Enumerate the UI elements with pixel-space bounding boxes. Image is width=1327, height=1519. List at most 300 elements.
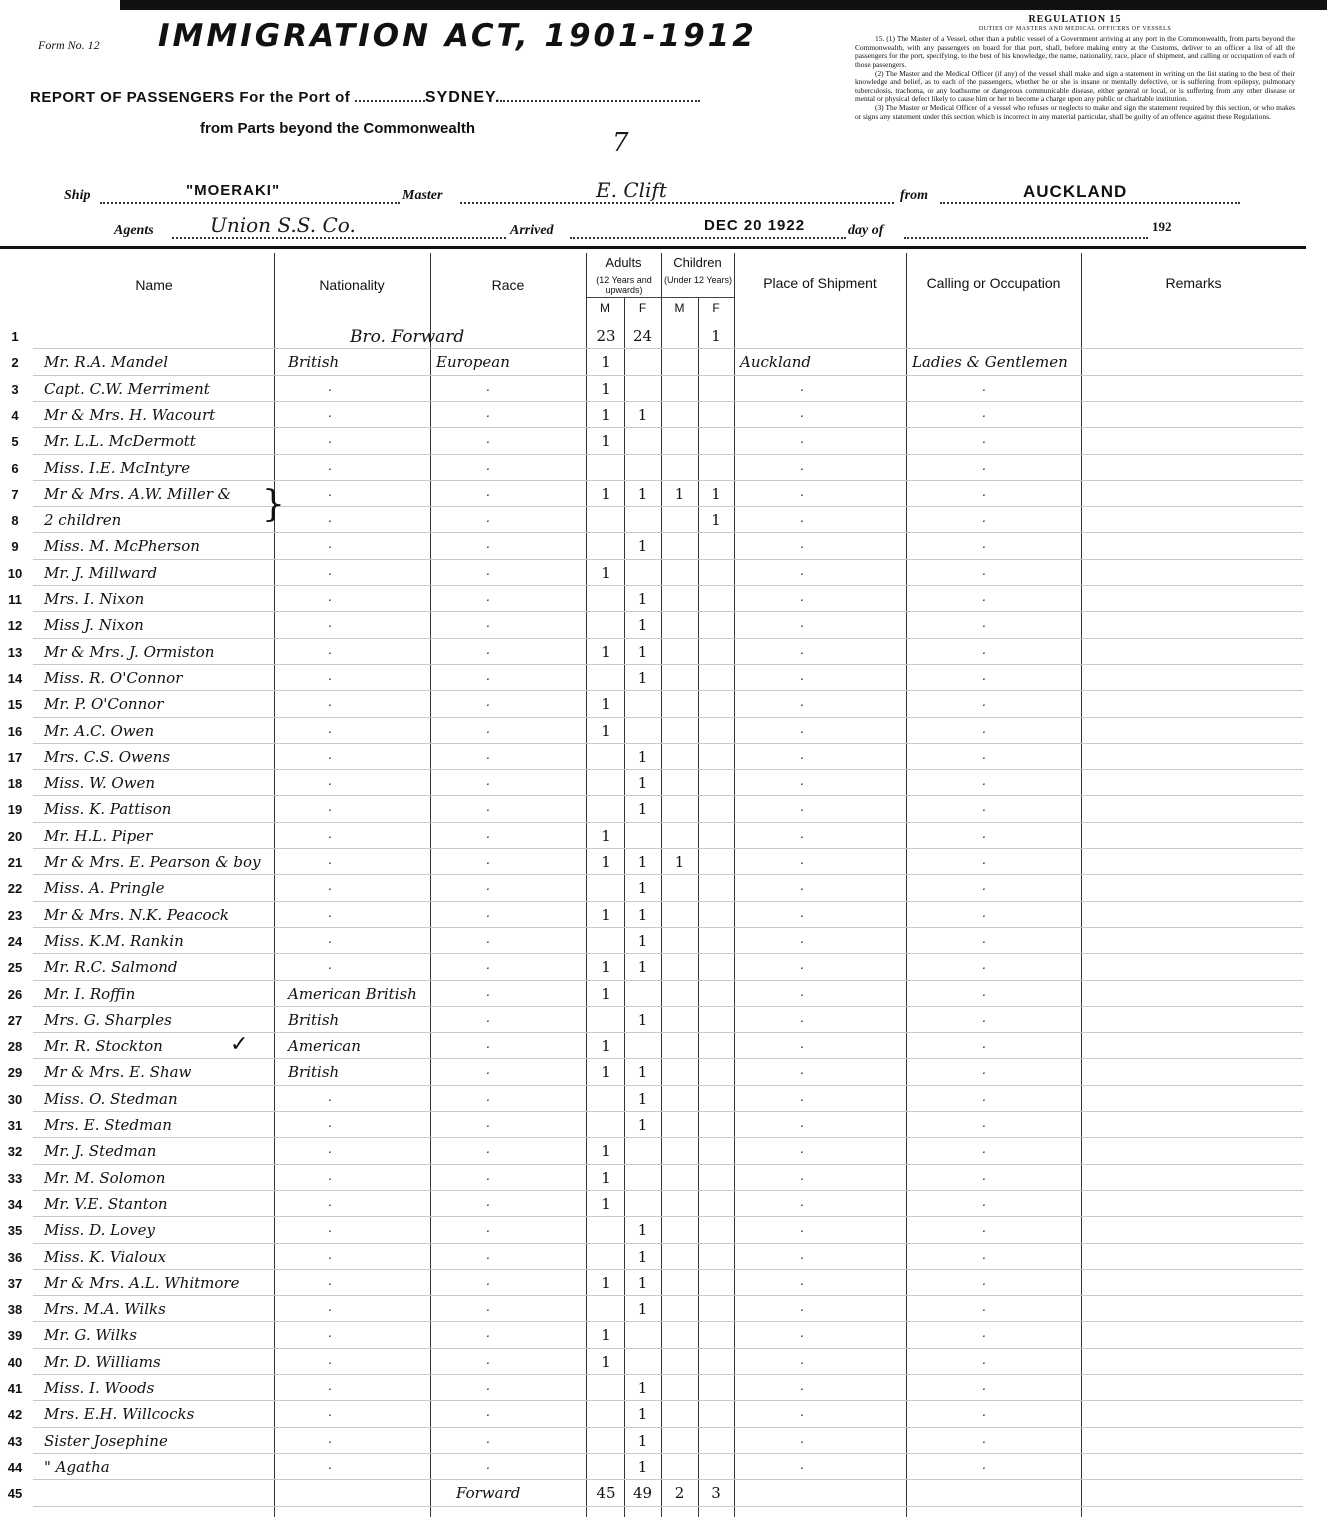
row-rule xyxy=(33,1269,1303,1270)
col-rule xyxy=(906,253,907,1517)
adults-male-cell: 23 xyxy=(596,327,616,345)
passenger-name: Mr. A.C. Owen xyxy=(44,721,155,740)
nationality-cell: . xyxy=(328,458,332,473)
row-number: 26 xyxy=(7,986,23,1002)
race-cell: . xyxy=(486,1142,490,1157)
place-of-shipment-cell: . xyxy=(800,1116,804,1130)
row-number: 35 xyxy=(7,1223,23,1239)
race-cell: . xyxy=(486,721,490,736)
row-number: 1 xyxy=(11,329,19,344)
calling-cell: . xyxy=(982,1063,986,1078)
passenger-name: Mr & Mrs. A.W. Miller & xyxy=(44,484,232,503)
port-value: SYDNEY. xyxy=(424,89,501,106)
adults-female-cell: 1 xyxy=(637,1063,648,1082)
header-adults-f: F xyxy=(638,301,647,315)
calling-cell: . xyxy=(982,721,986,736)
row-number: 25 xyxy=(7,960,23,976)
calling-cell: . xyxy=(982,853,986,867)
passenger-name: 2 children xyxy=(44,511,122,530)
col-rule xyxy=(430,253,431,1517)
place-of-shipment-cell: . xyxy=(800,642,804,657)
race-cell: . xyxy=(486,931,490,946)
adults-female-cell: 1 xyxy=(637,1010,648,1029)
form-number: Form No. 12 xyxy=(38,38,100,52)
ship-label: Ship xyxy=(64,188,91,203)
top-border-bar xyxy=(120,0,1327,10)
passenger-name: Miss. R. O'Connor xyxy=(44,668,183,687)
place-of-shipment-cell: . xyxy=(800,1142,804,1157)
nationality-cell: . xyxy=(328,800,332,815)
row-number: 27 xyxy=(7,1012,23,1028)
row-number: 11 xyxy=(8,592,22,607)
row-rule xyxy=(33,1216,1303,1217)
row-rule xyxy=(33,375,1303,376)
children-female-cell: 1 xyxy=(711,327,721,345)
col-rule xyxy=(586,253,587,1517)
passenger-name: Mr. R.A. Mandel xyxy=(44,353,169,372)
race-cell: . xyxy=(486,905,490,920)
row-rule xyxy=(33,401,1303,402)
passenger-name: Miss J. Nixon xyxy=(44,616,144,635)
place-of-shipment-cell: . xyxy=(800,984,804,999)
row-number: 17 xyxy=(7,749,23,765)
adults-male-cell: 1 xyxy=(601,905,611,924)
master-label: Master xyxy=(402,188,443,203)
passenger-name: Miss. K. Vialoux xyxy=(44,1247,167,1266)
regulation-15-box xyxy=(855,16,1295,121)
place-of-shipment-cell: . xyxy=(800,1431,804,1446)
passenger-name: Mr. G. Wilks xyxy=(44,1326,137,1345)
row-rule xyxy=(33,1085,1303,1086)
adults-female-cell: 1 xyxy=(637,879,648,898)
calling-cell: . xyxy=(982,1142,986,1157)
nationality-cell: . xyxy=(328,879,332,894)
place-of-shipment-cell: . xyxy=(800,1352,804,1367)
nationality-cell: . xyxy=(328,1457,332,1472)
calling-cell: . xyxy=(982,1010,986,1025)
race-cell: . xyxy=(486,458,490,473)
place-of-shipment-cell: . xyxy=(800,616,804,631)
children-male-cell: 2 xyxy=(674,1484,685,1503)
nationality-cell: . xyxy=(328,1405,332,1420)
passenger-name: Mr. V.E. Stanton xyxy=(44,1194,168,1213)
header-children-f: F xyxy=(712,301,720,315)
place-of-shipment-cell: . xyxy=(800,590,804,604)
row-number: 31 xyxy=(7,1118,23,1133)
calling-cell: . xyxy=(982,905,986,920)
race-cell: . xyxy=(486,1168,490,1183)
adults-male-cell: 1 xyxy=(601,1063,611,1082)
arrived-value: DEC 20 1922 xyxy=(704,217,806,234)
adults-female-cell: 1 xyxy=(637,1221,648,1240)
adults-male-cell: 1 xyxy=(601,642,611,661)
race-cell: . xyxy=(486,1457,490,1472)
nationality-cell: American British xyxy=(288,984,417,1003)
race-cell: . xyxy=(486,511,490,526)
row-number: 10 xyxy=(7,565,23,581)
passenger-name: Mr. M. Solomon xyxy=(44,1168,166,1187)
race-cell: . xyxy=(486,1037,490,1052)
children-male-cell: 1 xyxy=(674,484,685,503)
passenger-name: Capt. C.W. Merriment xyxy=(44,379,210,398)
dotted-leader xyxy=(355,88,425,102)
report-line xyxy=(30,88,700,107)
row-rule xyxy=(33,1427,1303,1428)
calling-cell: . xyxy=(982,1168,986,1183)
nationality-cell: . xyxy=(328,1431,332,1446)
adults-female-cell: 24 xyxy=(632,327,653,345)
row-rule xyxy=(33,1506,1303,1507)
row-number: 42 xyxy=(7,1407,23,1423)
nationality-cell: . xyxy=(328,747,332,762)
check-mark: ✓ xyxy=(230,1031,249,1057)
race-cell: Forward xyxy=(456,1484,521,1503)
passenger-name: Mrs. C.S. Owens xyxy=(44,747,171,766)
nationality-cell: . xyxy=(328,590,332,604)
adults-female-cell: 1 xyxy=(637,1247,648,1266)
passenger-name: Mr. J. Millward xyxy=(44,563,158,582)
nationality-cell: . xyxy=(328,1379,332,1393)
calling-cell: . xyxy=(982,511,986,526)
adults-female-cell: 1 xyxy=(637,616,648,635)
adults-male-cell: 1 xyxy=(601,695,611,714)
place-of-shipment-cell: . xyxy=(800,774,804,789)
header-remarks: Remarks xyxy=(1165,275,1222,291)
race-cell: . xyxy=(486,853,490,867)
passenger-name: Mrs. E.H. Willcocks xyxy=(44,1405,195,1424)
adults-male-cell: 1 xyxy=(601,1326,611,1345)
row-rule xyxy=(33,1164,1303,1165)
place-of-shipment-cell: . xyxy=(800,458,804,473)
adults-male-cell: 1 xyxy=(601,853,611,871)
calling-cell: . xyxy=(982,537,986,552)
row-rule xyxy=(33,795,1303,796)
race-cell: . xyxy=(486,537,490,552)
calling-cell: . xyxy=(982,432,986,447)
row-number: 43 xyxy=(7,1433,23,1449)
ship-line xyxy=(64,178,1244,208)
place-of-shipment-cell: . xyxy=(800,484,804,499)
nationality-cell: . xyxy=(328,405,332,420)
row-number: 34 xyxy=(7,1196,23,1212)
row-number: 39 xyxy=(7,1328,23,1344)
calling-cell: . xyxy=(982,458,986,473)
row-rule xyxy=(33,1111,1303,1112)
row-number: 38 xyxy=(7,1302,23,1318)
nationality-cell: Bro. Forward xyxy=(350,327,465,347)
place-of-shipment-cell: . xyxy=(800,1326,804,1341)
race-cell: . xyxy=(486,1010,490,1025)
adults-female-cell: 1 xyxy=(637,668,648,687)
row-number: 23 xyxy=(7,907,23,923)
row-rule xyxy=(33,506,1303,507)
adults-male-cell: 1 xyxy=(601,1194,611,1213)
header-children-sub: (Under 12 Years) xyxy=(663,275,733,285)
calling-cell: . xyxy=(982,984,986,999)
row-number: 20 xyxy=(7,828,23,844)
nationality-cell: . xyxy=(328,1168,332,1183)
calling-cell: . xyxy=(982,1326,986,1341)
nationality-cell: . xyxy=(328,826,332,841)
header-adults-sub: (12 Years and upwards) xyxy=(596,275,652,295)
row-rule xyxy=(33,1058,1303,1059)
adults-male-cell: 1 xyxy=(601,826,611,845)
passenger-name: Mr. H.L. Piper xyxy=(44,826,153,845)
calling-cell: . xyxy=(982,800,986,815)
header-nationality: Nationality xyxy=(319,277,385,293)
children-female-cell: 3 xyxy=(711,1484,721,1503)
place-of-shipment-cell: . xyxy=(800,511,804,526)
race-cell: . xyxy=(486,1063,490,1078)
calling-cell: . xyxy=(982,1116,986,1130)
page-mark: 7 xyxy=(612,128,629,158)
header-adults-m: M xyxy=(600,301,610,315)
race-cell: . xyxy=(486,958,490,973)
passenger-name: Mr & Mrs. E. Shaw xyxy=(44,1063,192,1082)
col-rule xyxy=(734,253,735,1517)
place-of-shipment-cell: . xyxy=(800,721,804,736)
row-number: 19 xyxy=(7,802,23,818)
passenger-name: Mrs. M.A. Wilks xyxy=(44,1300,166,1319)
children-female-cell: 1 xyxy=(711,484,721,503)
calling-cell: . xyxy=(982,747,986,762)
row-rule xyxy=(33,1453,1303,1454)
regulation-para-1: 15. (1) The Master of a Vessel, other than a public vessel of a Government arriving at any port in the Commonwealth, from parts beyond the Commonwealth, with any passengers on board for that port, shall, before making entry at the Customs, deliver to an officer a list of all the passengers for the port, specifying, to the best of his knowledge, the name, nationality, race, place of shipment, and calling or occupation of each of those passengers. xyxy=(855,34,1295,69)
passenger-name: Mr & Mrs. J. Ormiston xyxy=(44,642,215,661)
race-cell: . xyxy=(486,1326,490,1341)
row-rule xyxy=(33,1295,1303,1296)
race-cell: . xyxy=(486,616,490,631)
nationality-cell: . xyxy=(328,484,332,499)
place-of-shipment-cell: . xyxy=(800,826,804,841)
adults-male-cell: 45 xyxy=(596,1484,616,1503)
row-rule xyxy=(33,874,1303,875)
calling-cell: . xyxy=(982,1273,986,1288)
row-rule xyxy=(33,1348,1303,1349)
passenger-name: Miss. I.E. McIntyre xyxy=(44,458,191,477)
row-number: 3 xyxy=(11,381,19,397)
passenger-name: Mrs. E. Stedman xyxy=(44,1116,172,1134)
row-rule xyxy=(33,743,1303,744)
nationality-cell: . xyxy=(328,721,332,736)
calling-cell: . xyxy=(982,1194,986,1209)
place-of-shipment-cell: . xyxy=(800,1247,804,1262)
calling-cell: . xyxy=(982,774,986,789)
race-cell: . xyxy=(486,1194,490,1209)
row-number: 32 xyxy=(7,1144,23,1160)
calling-cell: . xyxy=(982,379,986,394)
race-cell: . xyxy=(486,1247,490,1262)
place-of-shipment-cell: . xyxy=(800,747,804,762)
race-cell: . xyxy=(486,1089,490,1104)
race-cell: . xyxy=(486,642,490,657)
nationality-cell: American xyxy=(288,1037,361,1056)
col-rule xyxy=(274,253,275,1517)
row-number: 44 xyxy=(7,1459,23,1475)
adults-female-cell: 1 xyxy=(637,1431,648,1450)
place-of-shipment-cell: . xyxy=(800,1379,804,1393)
nationality-cell: British xyxy=(288,1010,340,1029)
place-of-shipment-cell: . xyxy=(800,1457,804,1472)
place-of-shipment-cell: . xyxy=(800,1037,804,1052)
race-cell: . xyxy=(486,1116,490,1130)
row-rule xyxy=(33,1374,1303,1375)
passenger-name: Mrs. G. Sharples xyxy=(44,1010,172,1029)
nationality-cell: . xyxy=(328,774,332,789)
adults-male-cell: 1 xyxy=(601,1142,611,1161)
header-rule xyxy=(0,246,1306,249)
nationality-cell: . xyxy=(328,1194,332,1209)
row-rule xyxy=(33,1006,1303,1007)
race-cell: . xyxy=(486,800,490,815)
place-of-shipment-cell: . xyxy=(800,405,804,420)
passenger-name: Mrs. I. Nixon xyxy=(44,590,145,608)
adults-female-cell: 1 xyxy=(637,1405,648,1424)
race-cell: . xyxy=(486,774,490,789)
calling-cell: . xyxy=(982,642,986,657)
adults-female-cell: 49 xyxy=(632,1484,653,1503)
calling-cell: . xyxy=(982,1300,986,1315)
col-rule xyxy=(1081,253,1082,1517)
adults-female-cell: 1 xyxy=(637,642,648,661)
passenger-name: Mr & Mrs. N.K. Peacock xyxy=(44,905,230,924)
row-rule xyxy=(33,1400,1303,1401)
row-number: 2 xyxy=(11,355,19,371)
passenger-name: Mr. R. Stockton xyxy=(44,1037,163,1056)
adults-female-cell: 1 xyxy=(637,1273,648,1292)
calling-cell: . xyxy=(982,563,986,578)
nationality-cell: . xyxy=(328,1352,332,1367)
passenger-name: Miss. M. McPherson xyxy=(44,537,200,556)
place-of-shipment-cell: . xyxy=(800,1300,804,1315)
nationality-cell: . xyxy=(328,642,332,657)
place-of-shipment-cell: . xyxy=(800,537,804,552)
regulation-para-3: (3) The Master or Medical Officer of a vessel who refuses or neglects to make and sign the statement required by this section, or who makes or signs any statement under this section which is incorrect in any material particular, shall be guilty of an offence against these Regulations. xyxy=(855,102,1295,121)
nationality-cell: . xyxy=(328,668,332,683)
race-cell: European xyxy=(436,353,510,372)
place-of-shipment-cell: . xyxy=(800,563,804,578)
adults-female-cell: 1 xyxy=(637,800,648,819)
row-rule xyxy=(33,848,1303,849)
nationality-cell: . xyxy=(328,563,332,578)
row-number: 12 xyxy=(7,618,23,634)
passenger-name: Sister Josephine xyxy=(44,1431,168,1450)
adults-female-cell: 1 xyxy=(637,931,648,950)
race-cell: . xyxy=(486,826,490,841)
row-number: 40 xyxy=(7,1354,23,1370)
adults-female-cell: 1 xyxy=(637,853,648,871)
adults-female-cell: 1 xyxy=(637,590,648,608)
adults-male-cell: 1 xyxy=(601,379,611,398)
row-rule xyxy=(33,717,1303,718)
nationality-cell: . xyxy=(328,905,332,920)
adults-female-cell: 1 xyxy=(637,1089,648,1108)
nationality-cell: . xyxy=(328,1326,332,1341)
row-number: 41 xyxy=(7,1381,23,1396)
passenger-name: Mr & Mrs. H. Wacourt xyxy=(44,405,216,424)
passenger-name: Mr & Mrs. E. Pearson & boy xyxy=(44,853,261,871)
row-number: 7 xyxy=(11,486,19,502)
nationality-cell: . xyxy=(328,511,332,526)
from-label: from xyxy=(900,188,928,203)
place-of-shipment-cell: Auckland xyxy=(740,353,811,372)
nationality-cell: . xyxy=(328,1273,332,1288)
row-rule xyxy=(33,1032,1303,1033)
children-male-cell: 1 xyxy=(674,853,685,871)
adults-female-cell: 1 xyxy=(637,484,648,503)
regulation-subheading: DUTIES OF MASTERS AND MEDICAL OFFICERS OF VESSELS xyxy=(978,25,1172,32)
race-cell: . xyxy=(486,405,490,420)
row-number: 36 xyxy=(7,1249,23,1265)
race-cell: . xyxy=(486,1300,490,1315)
nationality-cell: . xyxy=(328,432,332,447)
regulation-para-2: (2) The Master and the Medical Officer (if any) of the vessel shall make and sign a statement in writing on the list stating to the best of their knowledge and belief, as to each of the passengers, whether he or she is insane or mentally defective, or is suffering from epilepsy, pulmonary tuberculosis, trachoma, or any loathsome or dangerous communicable disease, either general or local, or is suffering from any other disease or mental or physical defect likely to cause him or her to become a charge upon any public or charitable institution. xyxy=(855,68,1295,104)
children-female-cell: 1 xyxy=(711,511,721,530)
day-of-label: day of xyxy=(848,223,884,238)
agents-label: Agents xyxy=(114,223,154,238)
adults-male-cell: 1 xyxy=(601,1037,611,1056)
adults-female-cell: 1 xyxy=(637,1457,648,1476)
act-title: IMMIGRATION ACT, 1901-1912 xyxy=(158,18,757,54)
row-rule xyxy=(33,532,1303,533)
calling-cell: . xyxy=(982,1405,986,1420)
regulation-heading: REGULATION 15 xyxy=(1028,14,1122,25)
passenger-name: Mr. R.C. Salmond xyxy=(44,958,178,977)
report-label: REPORT OF PASSENGERS For the Port of xyxy=(30,89,351,106)
year-suffix: 192 xyxy=(1152,219,1172,234)
race-cell: . xyxy=(486,484,490,499)
calling-cell: . xyxy=(982,958,986,973)
header-calling: Calling or Occupation xyxy=(926,275,1061,291)
passenger-name: " Agatha xyxy=(44,1457,110,1476)
adults-female-cell: 1 xyxy=(637,1379,648,1397)
row-number: 9 xyxy=(11,539,19,555)
calling-cell: . xyxy=(982,1221,986,1236)
adults-male-cell: 1 xyxy=(601,484,611,503)
header-children: Children xyxy=(673,255,722,270)
race-cell: . xyxy=(486,879,490,894)
row-number: 28 xyxy=(7,1039,23,1055)
agents-line xyxy=(114,215,1194,241)
nationality-cell: . xyxy=(328,1142,332,1157)
adults-female-cell: 1 xyxy=(637,774,648,793)
col-rule xyxy=(661,253,662,1517)
place-of-shipment-cell: . xyxy=(800,1168,804,1183)
adults-male-cell: 1 xyxy=(601,353,611,372)
place-of-shipment-cell: . xyxy=(800,668,804,683)
adults-male-cell: 1 xyxy=(601,984,611,1003)
row-number: 45 xyxy=(7,1486,23,1502)
header-children-m: M xyxy=(674,301,685,315)
nationality-cell: . xyxy=(328,537,332,552)
row-number: 15 xyxy=(7,697,23,713)
passenger-name: Miss. W. Owen xyxy=(44,774,156,793)
nationality-cell: . xyxy=(328,1221,332,1236)
row-rule xyxy=(33,454,1303,455)
race-cell: . xyxy=(486,747,490,762)
nationality-cell: . xyxy=(328,1300,332,1315)
header-adults: Adults xyxy=(605,255,642,270)
row-number: 4 xyxy=(11,407,19,423)
row-number: 21 xyxy=(7,855,23,870)
place-of-shipment-cell: . xyxy=(800,879,804,894)
calling-cell: . xyxy=(982,1037,986,1052)
row-rule xyxy=(33,822,1303,823)
place-of-shipment-cell: . xyxy=(800,1089,804,1104)
dotted-leader xyxy=(460,190,894,204)
calling-cell: . xyxy=(982,695,986,710)
race-cell: . xyxy=(486,668,490,683)
